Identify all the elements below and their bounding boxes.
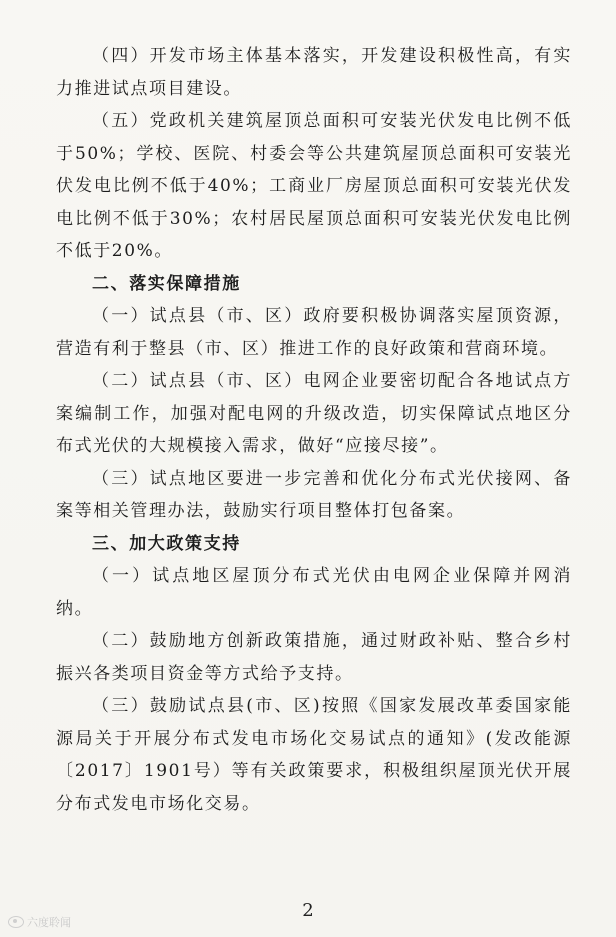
- paragraph-policy-2: （二）鼓励地方创新政策措施，通过财政补贴、整合乡村振兴各类项目资金等方式给予支持。: [56, 631, 572, 684]
- page-number: 2: [302, 900, 314, 921]
- paragraph-guarantee-1: （一）试点县（市、区）政府要积极协调落实屋顶资源，营造有利于整县（市、区）推进工作的良好政策和营商环境。: [56, 306, 572, 359]
- document-body: [56, 40, 572, 820]
- paragraph-4-market-entities: （四）开发市场主体基本落实，开发建设积极性高，有实力推进试点项目建设。: [56, 46, 572, 99]
- section-heading-guarantee-measures: 二、落实保障措施: [92, 273, 241, 294]
- watermark: [8, 914, 71, 930]
- section-heading-policy-support: 三、加大政策支持: [92, 533, 241, 554]
- paragraph-guarantee-2: （二）试点县（市、区）电网企业要密切配合各地试点方案编制工作，加强对配电网的升级改造，切实保障试点地区分布式光伏的大规模接入需求，做好“应接尽接”。: [56, 371, 572, 456]
- watermark-text: 六度聆闻: [27, 916, 71, 929]
- paragraph-5-installation-ratios: （五）党政机关建筑屋顶总面积可安装光伏发电比例不低于50%；学校、医院、村委会等公共建筑屋顶总面积可安装光伏发电比例不低于40%；工商业厂房屋顶总面积可安装光伏发电比例不低于30%；农村居民屋顶总面积可安装光伏发电比例不低于20%。: [56, 111, 572, 261]
- paragraph-guarantee-3: （三）试点地区要进一步完善和优化分布式光伏接网、备案等相关管理办法，鼓励实行项目整体打包备案。: [56, 468, 572, 521]
- paragraph-policy-1: （一）试点地区屋顶分布式光伏由电网企业保障并网消纳。: [56, 566, 572, 619]
- weibo-icon: [8, 916, 24, 928]
- paragraph-policy-3: （三）鼓励试点县(市、区)按照《国家发展改革委国家能源局关于开展分布式发电市场化交易试点的通知》(发改能源〔2017〕1901号）等有关政策要求，积极组织屋顶光伏开展分布式发电市场化交易。: [56, 696, 572, 814]
